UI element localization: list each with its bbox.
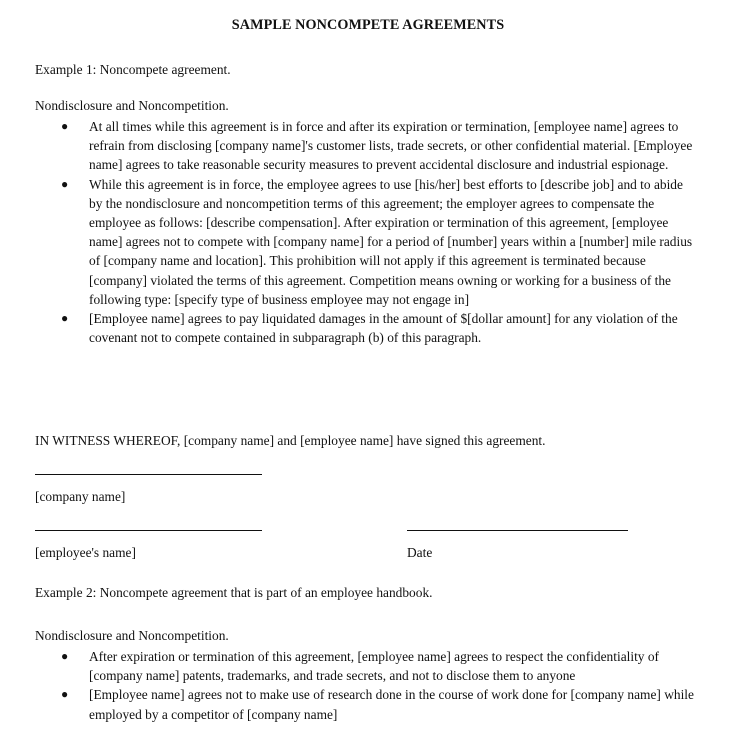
example1-bullet-list bbox=[0, 117, 736, 347]
example2-section-title: Nondisclosure and Noncompetition. bbox=[35, 628, 229, 643]
example1-heading: Example 1: Noncompete agreement. bbox=[35, 62, 231, 77]
company-signature-label: [company name] bbox=[35, 489, 126, 504]
bullet-marker: ● bbox=[61, 687, 69, 702]
employee-signature-label: [employee's name] bbox=[35, 545, 136, 560]
list-item bbox=[0, 309, 699, 347]
date-label: Date bbox=[407, 545, 433, 560]
bullet-marker: ● bbox=[61, 176, 69, 191]
bullet-text: [Employee name] agrees to pay liquidated damages in the amount of $[dollar amount] for any violation of the covenant not to compete contained in subparagraph (b) of this paragraph. bbox=[89, 311, 678, 346]
bullet-text: While this agreement is in force, the employee agrees to use [his/her] best efforts to [describe job] and to abide by the nondisclosure and noncompetition terms of this agreement; the employer agrees to compensate the employee as follows: [describe compensation]. After expiration or termination of this agreement, [employee name] agrees not to compete with [company name] for a period of [number] years within a [number] mile radius of [company name and location]. This prohibition will not apply if this agreement is terminated because [company] violated the terms of this agreement. Competition means owning or working for a business of the following type: [specify type of business employee may not engage in] bbox=[89, 176, 693, 307]
example1-section-title: Nondisclosure and Noncompetition. bbox=[35, 98, 229, 113]
company-signature-line bbox=[35, 474, 262, 475]
example2-heading: Example 2: Noncompete agreement that is part of an employee handbook. bbox=[35, 585, 433, 600]
document-title: SAMPLE NONCOMPETE AGREEMENTS bbox=[231, 17, 505, 33]
date-signature-line bbox=[407, 530, 628, 531]
bullet-marker: ● bbox=[61, 649, 69, 663]
list-item bbox=[0, 685, 699, 723]
bullet-text: At all times while this agreement is in force and after its expiration or termination, [employee name] agrees to refrain from disclosing [company name]'s customer lists, trade secrets, or other confidential material. [Employee name] agrees to take reasonable security measures to prevent accidental disclosure and industrial espionage. bbox=[89, 119, 693, 173]
example2-bullet-list bbox=[0, 647, 736, 724]
bullet-text: [Employee name] agrees not to make use of research done in the course of work done for [company name] while employed by a competitor of [company name] bbox=[89, 687, 694, 722]
bullet-marker: ● bbox=[61, 119, 69, 133]
bullet-marker: ● bbox=[61, 311, 69, 326]
witness-statement: IN WITNESS WHEREOF, [company name] and [employee name] have signed this agreement. bbox=[35, 433, 546, 448]
bullet-text: After expiration or termination of this agreement, [employee name] agrees to respect the confidentiality of [company name] patents, trademarks, and trade secrets, and not to disclose them to anyone bbox=[89, 649, 659, 684]
employee-signature-line bbox=[35, 530, 262, 531]
list-item bbox=[0, 175, 699, 309]
list-item bbox=[0, 117, 699, 175]
list-item bbox=[0, 647, 699, 685]
